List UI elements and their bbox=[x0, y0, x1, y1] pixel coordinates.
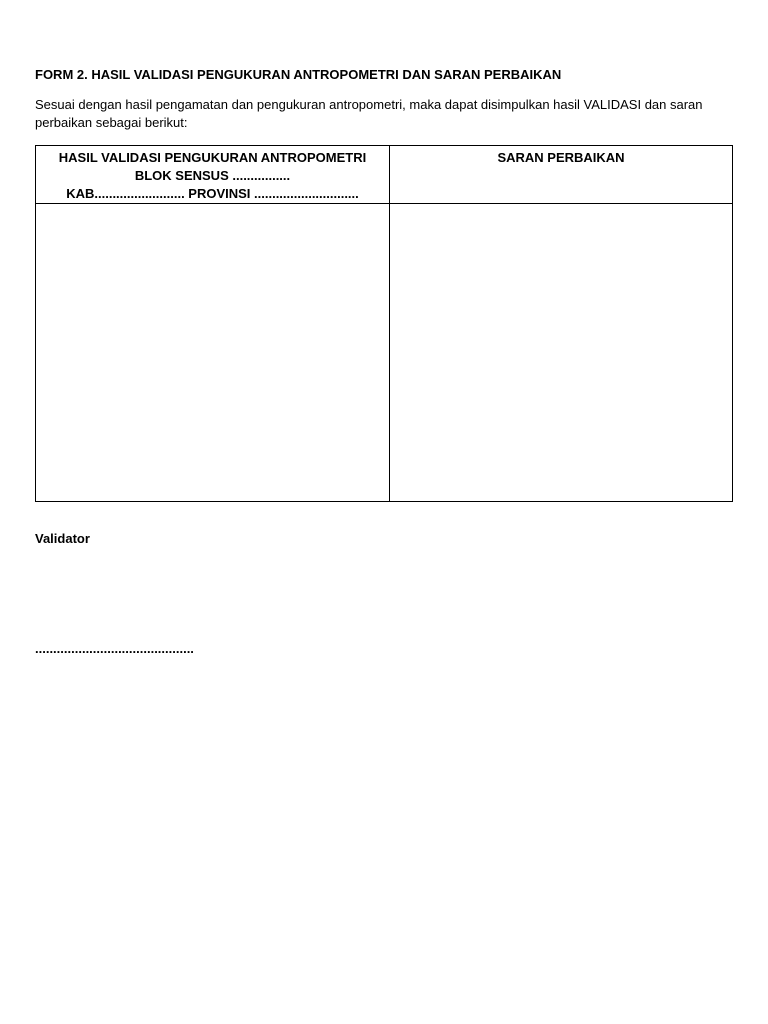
header-line-blok-sensus: BLOK SENSUS ................ bbox=[134, 168, 291, 183]
hasil-validasi-cell[interactable] bbox=[36, 204, 390, 502]
intro-line-2: perbaikan sebagai berikut: bbox=[35, 115, 188, 130]
validator-signature-line[interactable]: ............................................ bbox=[35, 641, 194, 656]
header-line-saran: SARAN PERBAIKAN bbox=[497, 150, 625, 165]
header-hasil-validasi bbox=[36, 146, 390, 204]
form-title: FORM 2. HASIL VALIDASI PENGUKURAN ANTROPOMETRI DAN SARAN PERBAIKAN bbox=[35, 67, 562, 82]
header-line-kab-provinsi: KAB......................... PROVINSI ............................. bbox=[66, 186, 359, 201]
header-line-hasil: HASIL VALIDASI PENGUKURAN ANTROPOMETRI bbox=[58, 150, 367, 165]
saran-perbaikan-cell[interactable] bbox=[390, 204, 733, 502]
intro-line-1: Sesuai dengan hasil pengamatan dan pengukuran antropometri, maka dapat disimpulkan hasil VALIDASI dan saran bbox=[35, 97, 703, 112]
table-body-row bbox=[36, 204, 733, 502]
intro-paragraph bbox=[35, 96, 732, 132]
validation-table bbox=[35, 145, 733, 502]
validator-label: Validator bbox=[35, 531, 90, 546]
header-saran-perbaikan bbox=[390, 146, 733, 204]
table-header-row bbox=[36, 146, 733, 204]
